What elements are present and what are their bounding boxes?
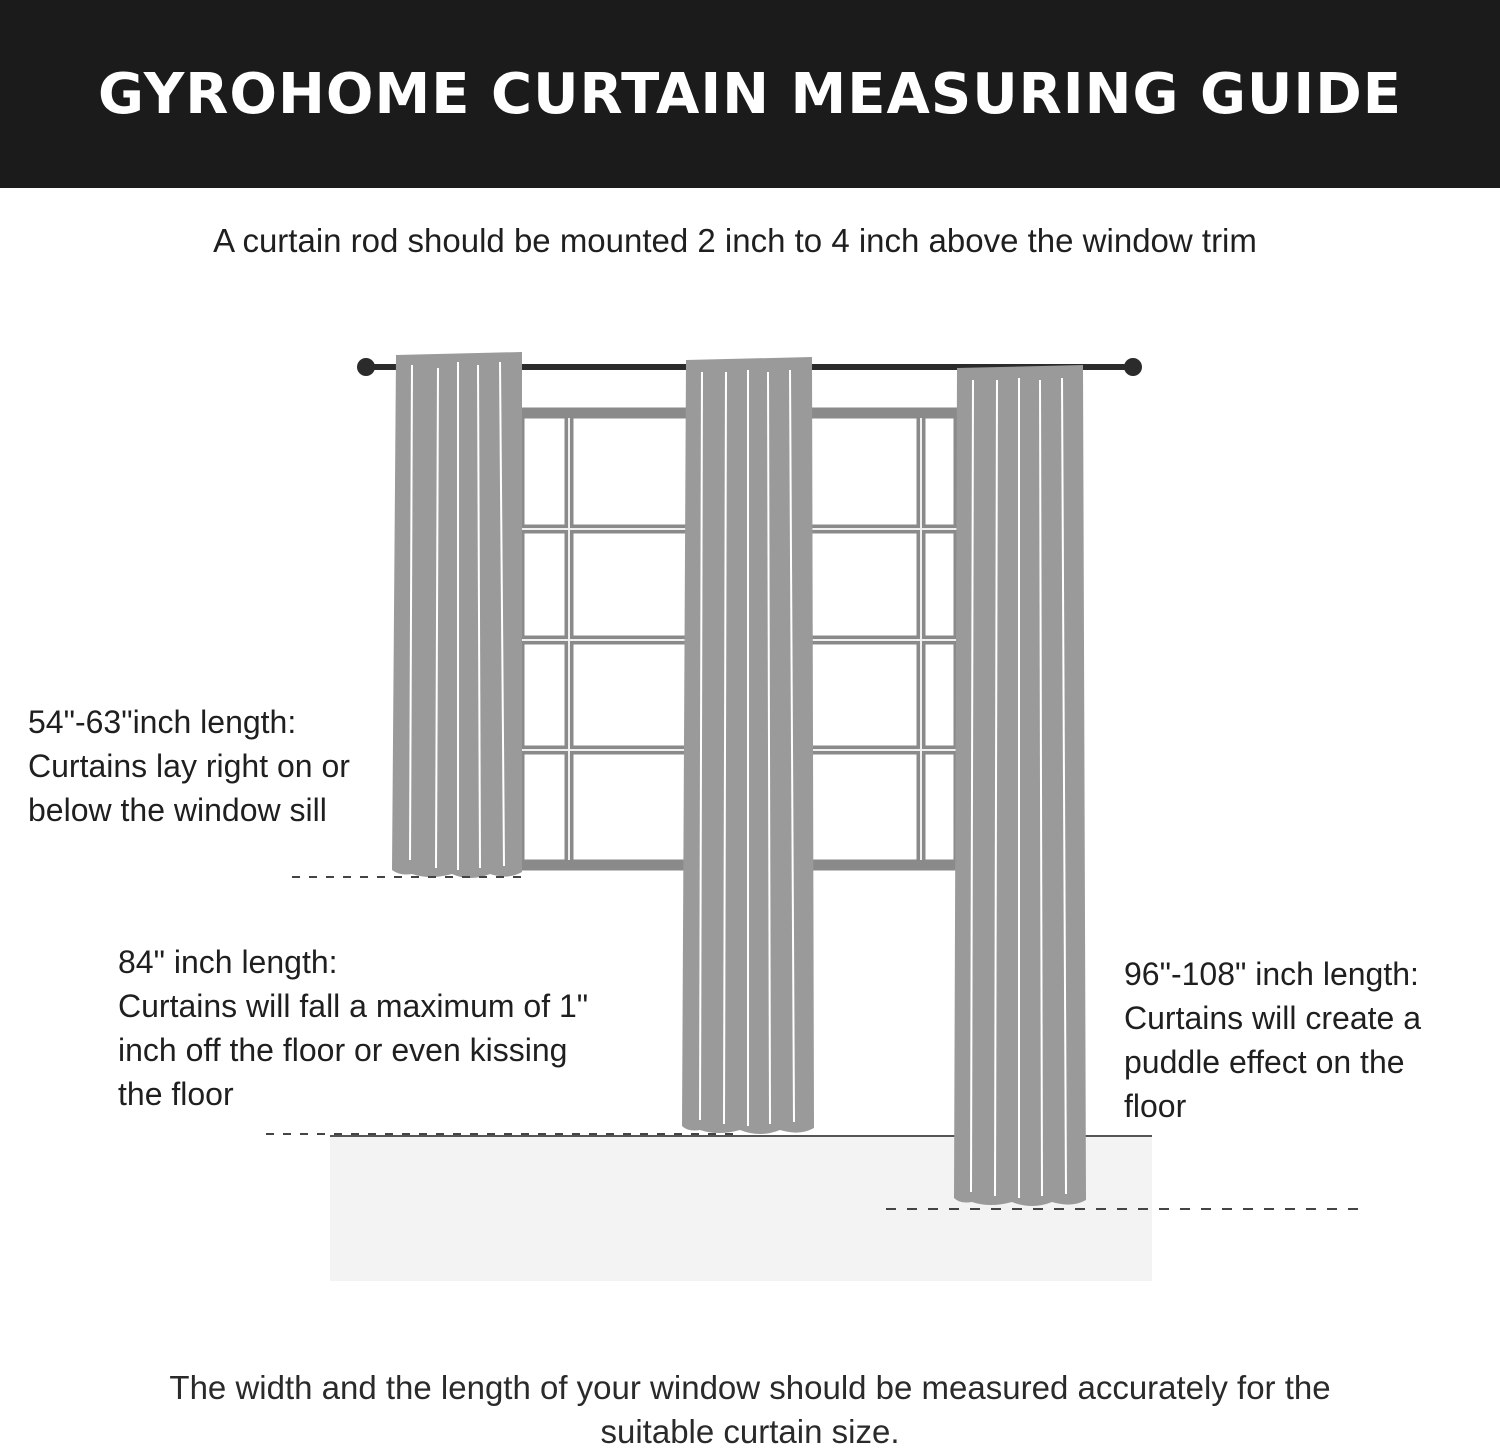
mid-length-desc-1: Curtains will fall a maximum of 1" [118, 988, 589, 1024]
long-length-label [1124, 952, 1421, 1128]
footer-note [0, 1366, 1500, 1454]
short-length-desc-2: below the window sill [28, 792, 327, 828]
long-length-desc-2: puddle effect on the [1124, 1044, 1405, 1080]
rod-mounting-tip: A curtain rod should be mounted 2 inch to 4 inch above the window trim [213, 222, 1257, 259]
long-length-desc-3: floor [1124, 1088, 1187, 1124]
short-length-desc-1: Curtains lay right on or [28, 748, 350, 784]
footer-line-1: The width and the length of your window should be measured accurately for the [169, 1369, 1331, 1406]
rod-finial-right [1124, 358, 1142, 376]
mid-length-title: 84" inch length: [118, 944, 338, 980]
mid-length-desc-3: the floor [118, 1076, 234, 1112]
medium-curtain [682, 357, 814, 1134]
mid-length-desc-2: inch off the floor or even kissing [118, 1032, 568, 1068]
short-length-label [28, 700, 350, 832]
short-length-title: 54"-63"inch length: [28, 704, 297, 740]
footer-line-2: suitable curtain size. [600, 1413, 900, 1450]
short-curtain [392, 352, 522, 878]
long-length-desc-1: Curtains will create a [1124, 1000, 1421, 1036]
long-length-title: 96"-108" inch length: [1124, 956, 1419, 992]
page-title: GYROHOME CURTAIN MEASURING GUIDE [98, 61, 1402, 127]
rod-finial-left [357, 358, 375, 376]
long-curtain [954, 365, 1086, 1206]
mid-length-label [118, 940, 588, 1116]
